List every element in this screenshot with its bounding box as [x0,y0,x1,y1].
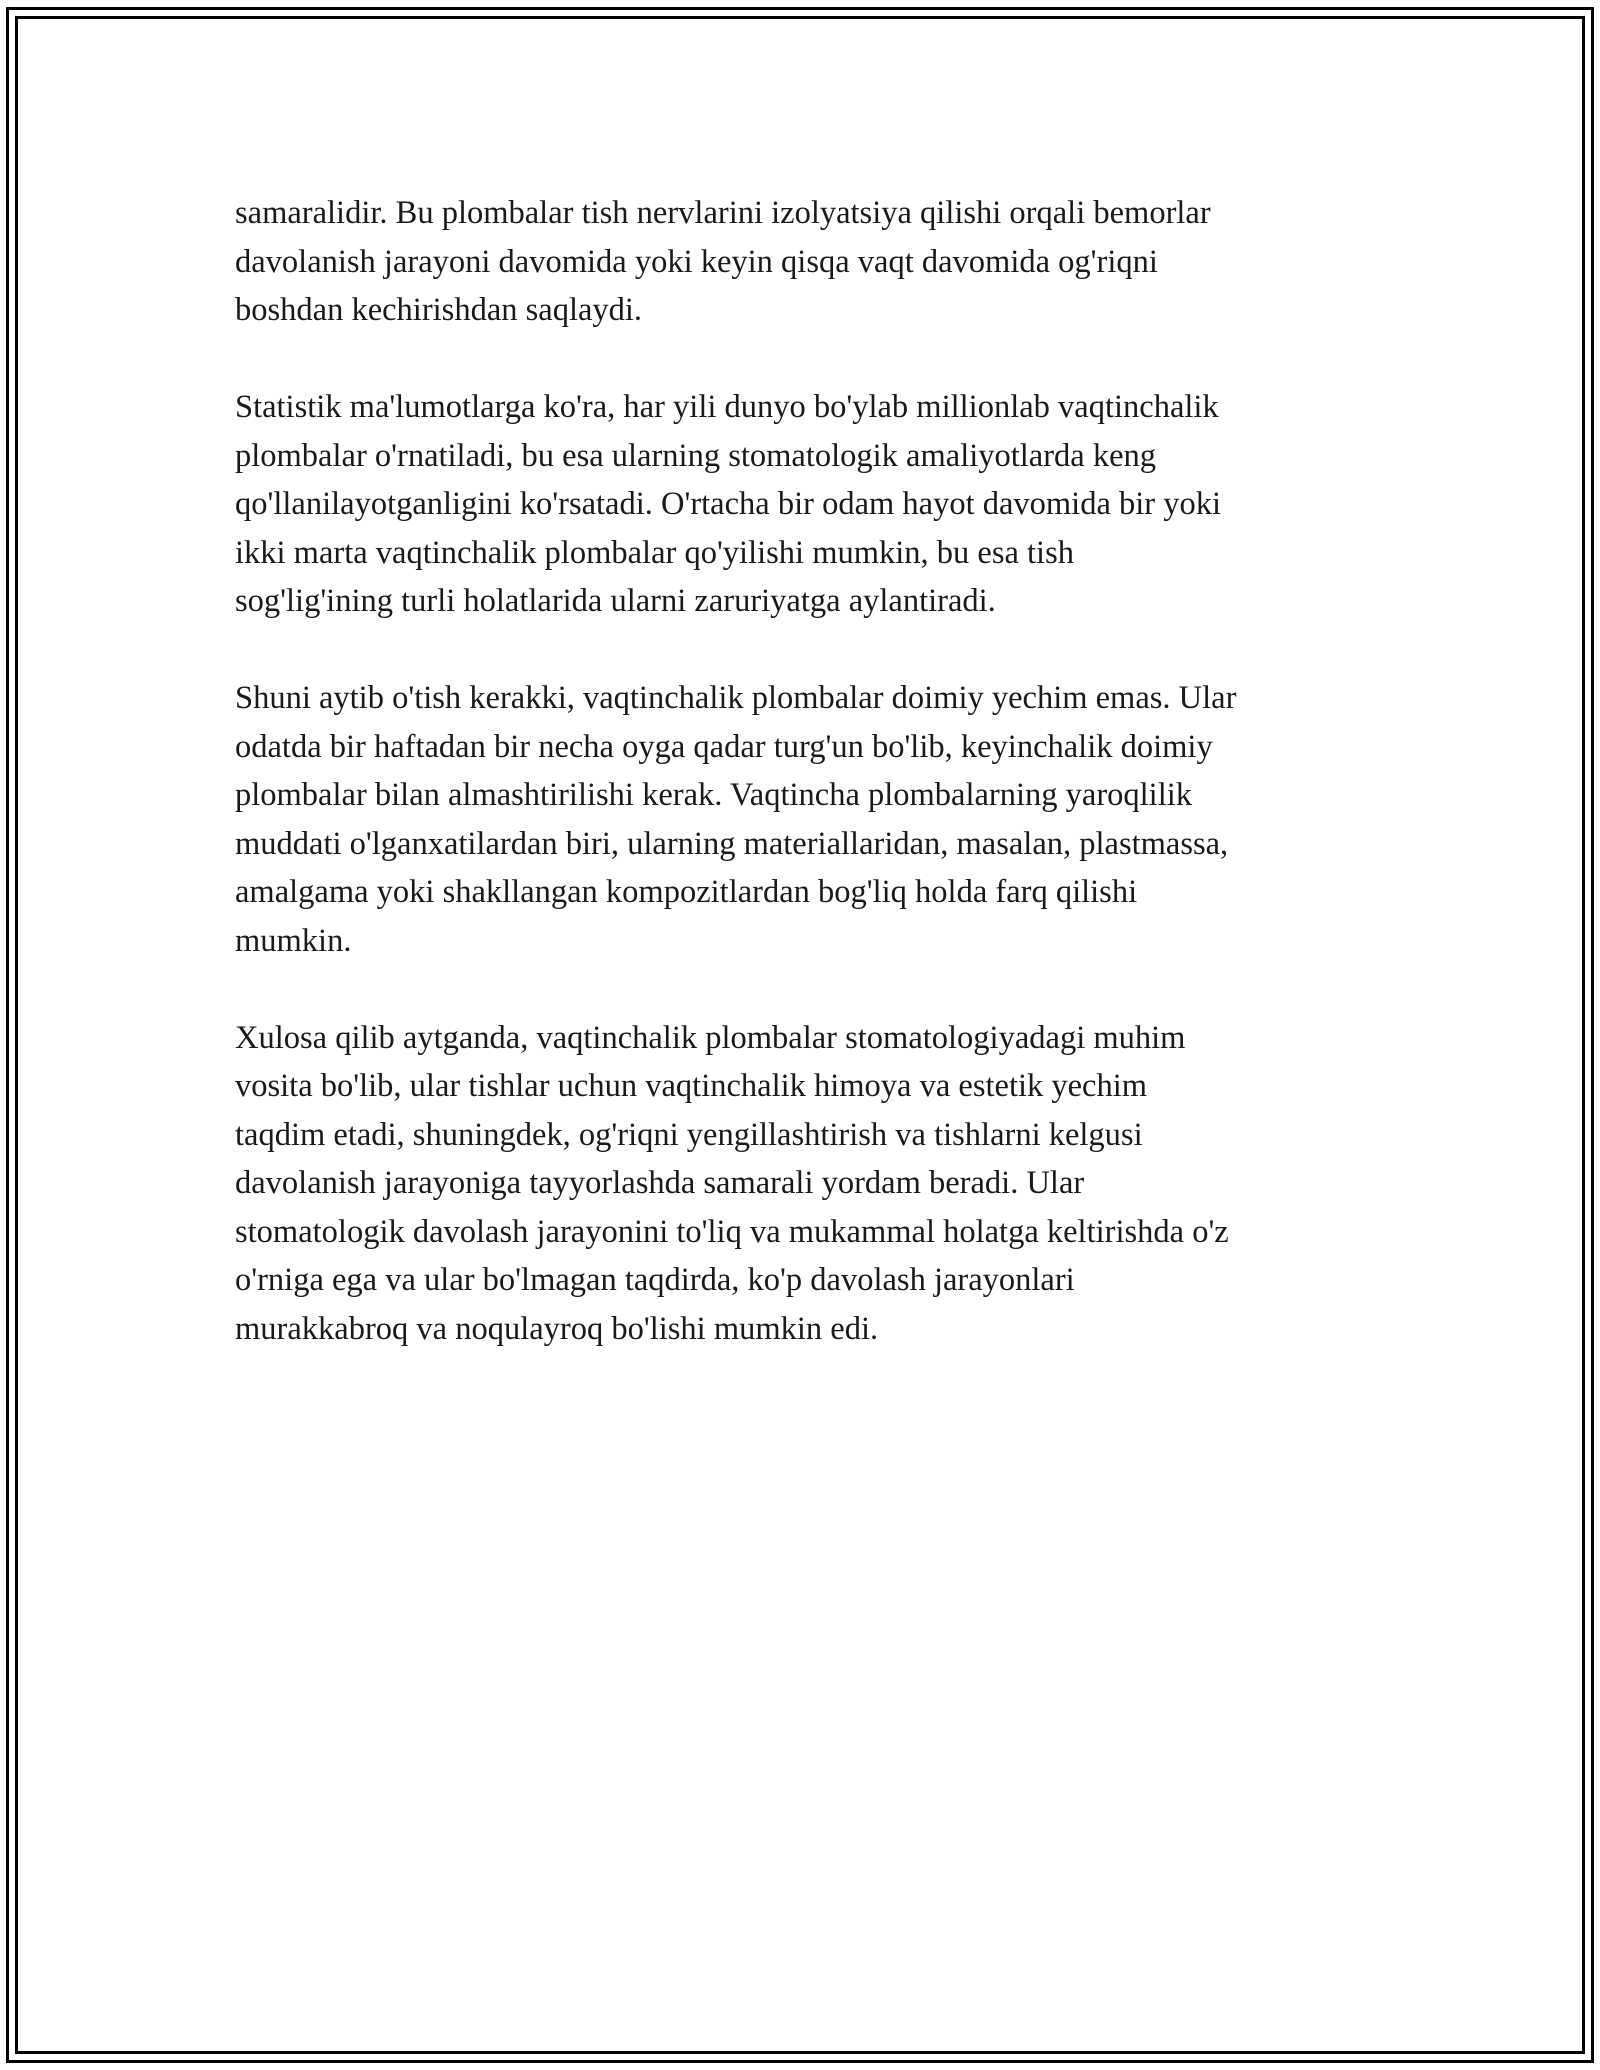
paragraph-1: samaralidir. Bu plombalar tish nervlarini izolyatsiya qilishi orqali bemorlar davolanish jarayoni davomida yoki keyin qisqa vaqt davomida og'riqni boshdan kechirishdan saqlaydi. [235,195,1211,328]
paragraph-2: Statistik ma'lumotlarga ko'ra, har yili dunyo bo'ylab millionlab vaqtinchalik plombalar o'rnatiladi, bu esa ularning stomatologik amaliyotlarda keng qo'llanilayotganligini ko'rsatadi. O'rtacha bir odam hayot davomida bir yoki ikki marta vaqtinchalik plombalar qo'yilishi mumkin, bu esa tish sog'lig'ining turli holatlarida ularni zaruriyatga aylantiradi. [235,389,1222,619]
paragraph-3: Shuni aytib o'tish kerakki, vaqtinchalik plombalar doimiy yechim emas. Ular odatda bir haftadan bir necha oyga qadar turg'un bo'lib, keyinchalik doimiy plombalar bilan almashtirilishi kerak. Vaqtincha plombalarning yaroqlilik muddati o'lganxatilardan biri, ularning materiallaridan, masalan, plastmassa, amalgama yoki shakllangan kompozitlardan bog'liq holda farq qilishi mumkin. [235,680,1237,959]
document-body [235,189,1385,1402]
paragraph-4: Xulosa qilib aytganda, vaqtinchalik plombalar stomatologiyadagi muhim vosita bo'lib, ular tishlar uchun vaqtinchalik himoya va estetik yechim taqdim etadi, shuningdek, og'riqni yengillashtirish va tishlarni kelgusi davolanish jarayoniga tayyorlashda samarali yordam beradi. Ular stomatologik davolash jarayonini to'liq va mukammal holatga keltirishda o'z o'rniga ega va ular bo'lmagan taqdirda, ko'p davolash jarayonlari murakkabroq va noqulayroq bo'lishi mumkin edi. [235,1019,1229,1347]
